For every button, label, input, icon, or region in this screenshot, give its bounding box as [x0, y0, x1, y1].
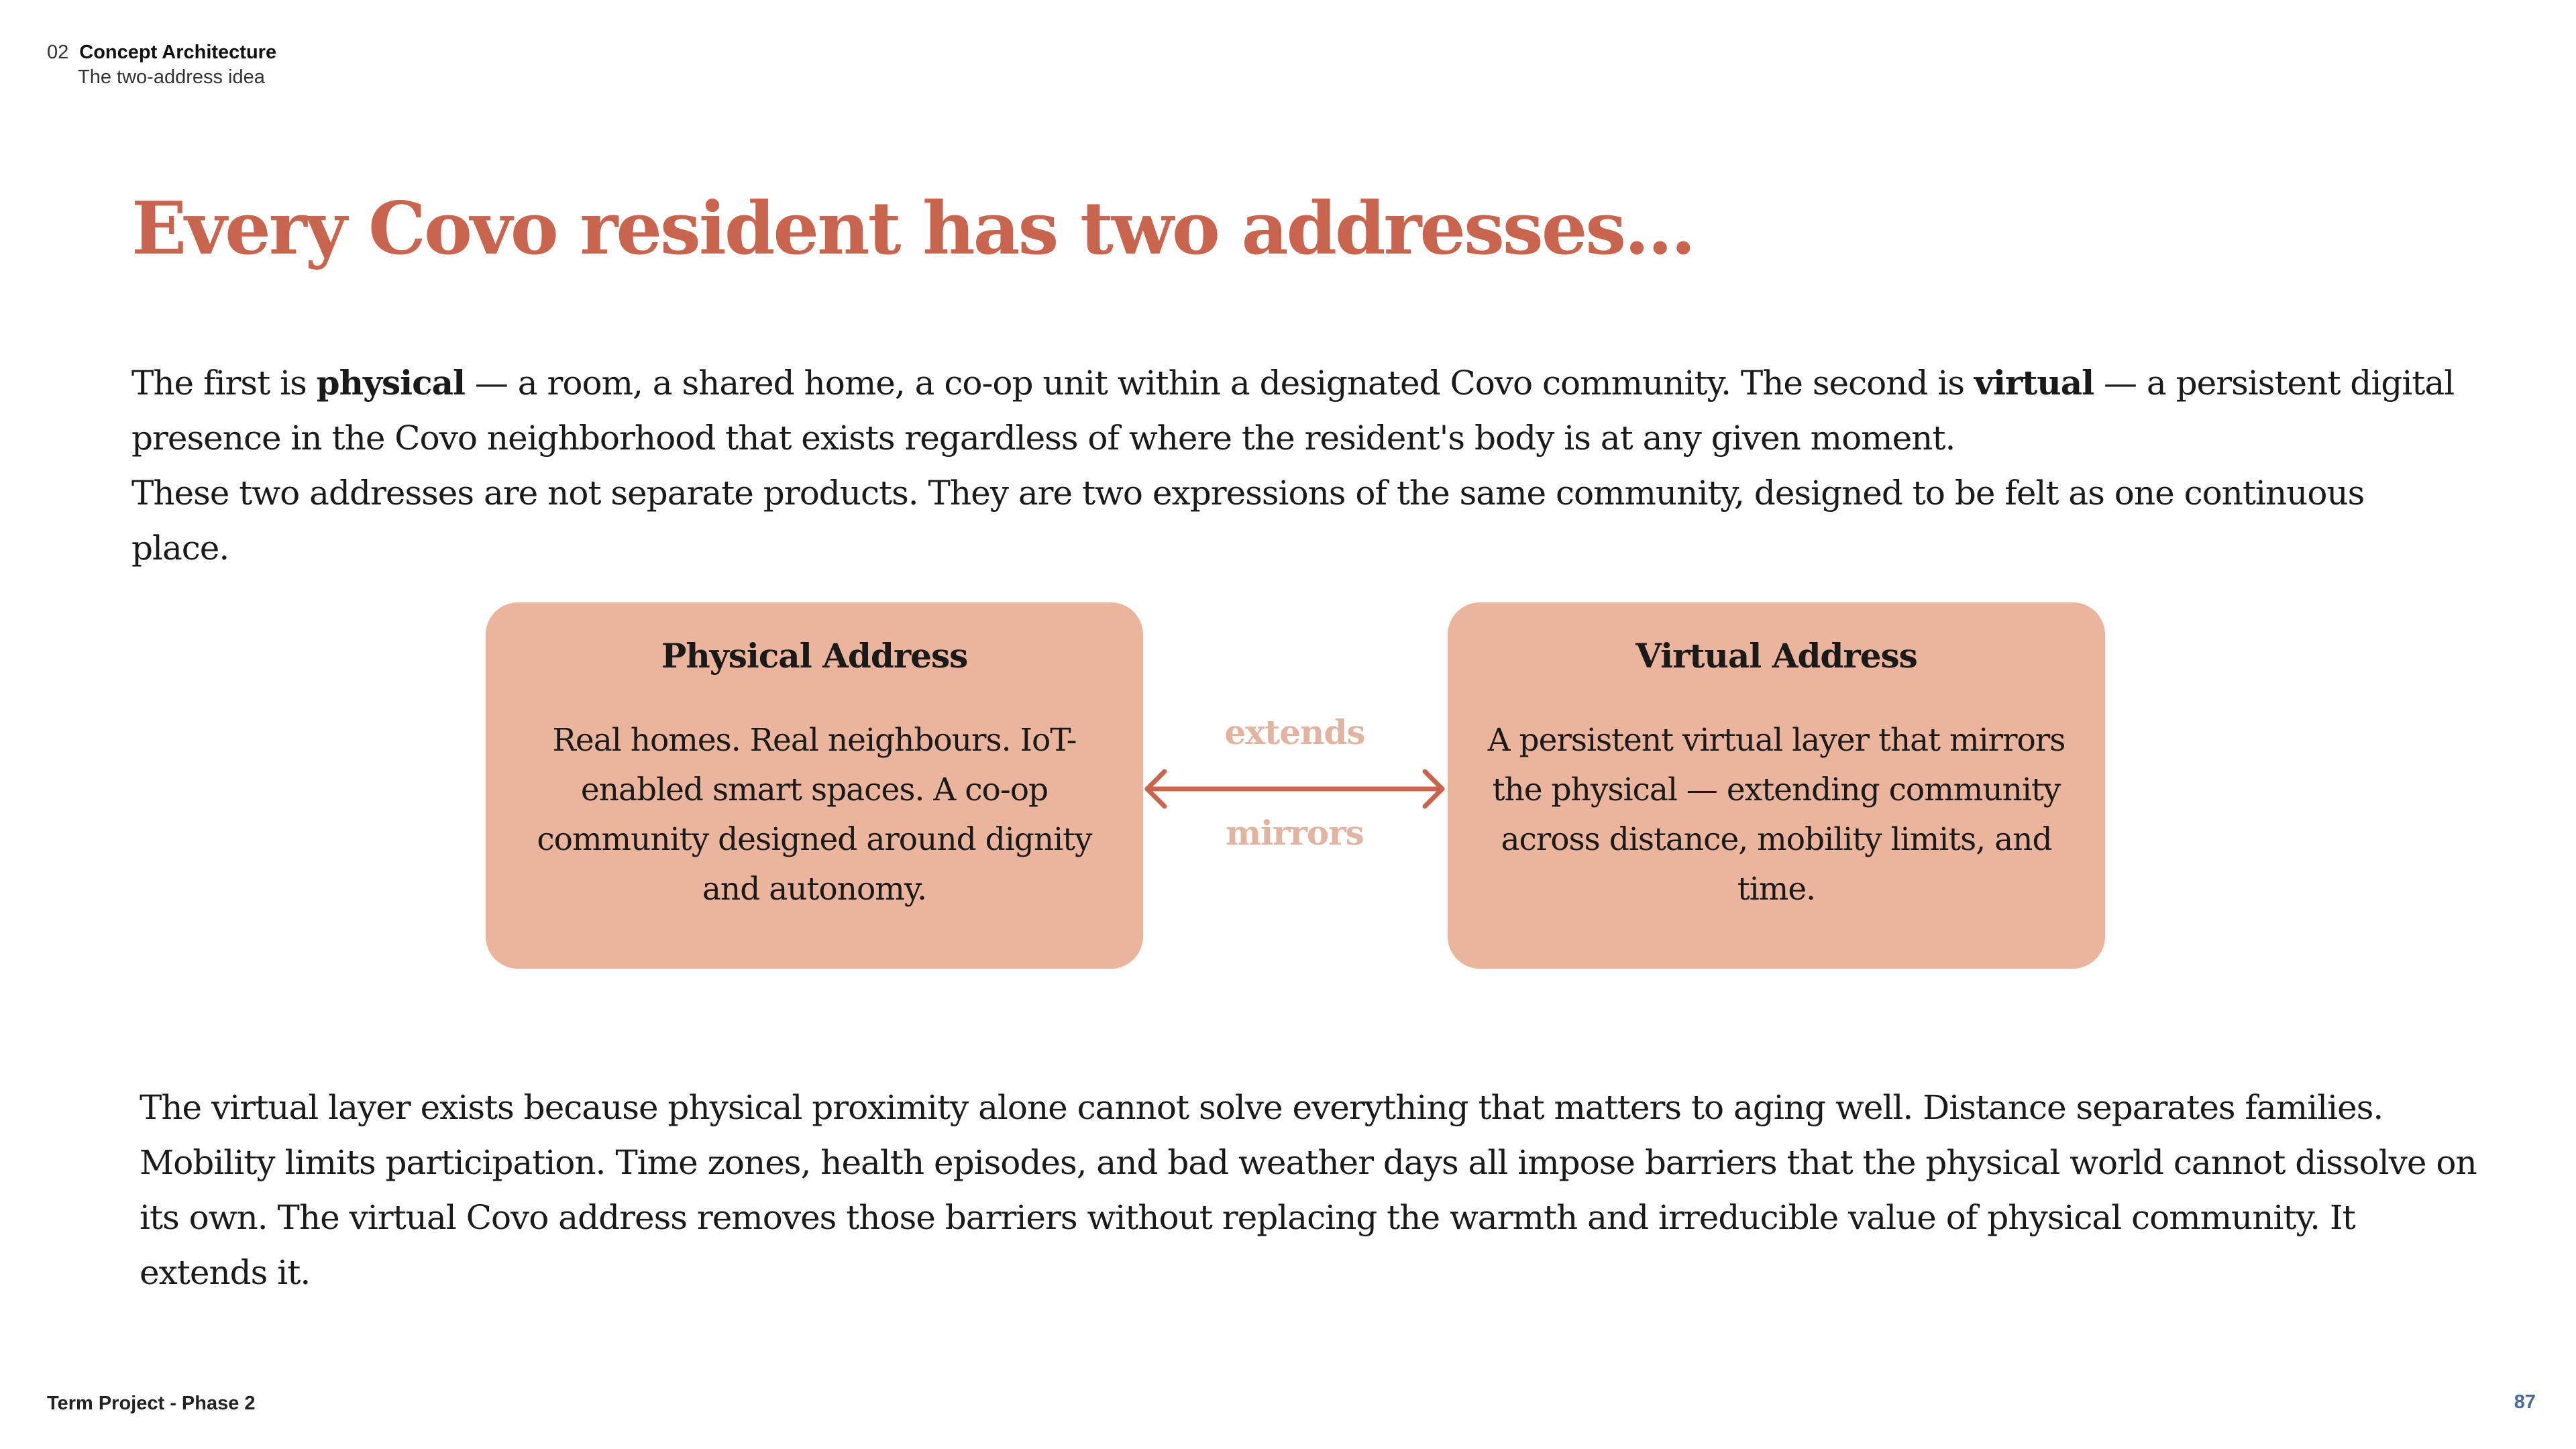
intro-paragraph-2: These two addresses are not separate products. They are two expressions of the same community, designed to be felt as one continuous place. [131, 474, 2365, 568]
intro-text-part: — a room, a shared home, a co-op unit within a designated Covo community. The second is [464, 364, 1974, 402]
physical-address-box [486, 602, 1143, 969]
connector-label-mirrors: mirrors [1226, 813, 1364, 853]
section-subtitle: The two-address idea [78, 66, 265, 88]
footer-project-label: Term Project - Phase 2 [47, 1393, 256, 1414]
closing-paragraph: The virtual layer exists because physical proximity alone cannot solve everything that matters to aging well. Distance separates families. Mobility limits participation. Time zones, health episodes, and bad weather days all impose barriers that the physical world cannot dissolve on its own. The virtual Covo address removes those barriers without replacing the warmth and irreducible value of physical community. It extends it. [140, 1088, 2477, 1292]
section-number: 02 [47, 42, 69, 63]
physical-address-body: Real homes. Real neighbours. IoT-enabled smart spaces. A co-op community designed around dignity and autonomy. [537, 722, 1092, 908]
intro-text-part: — a persistent digital presence in the Covo neighborhood that exists regardless of where the resident's body is at any given moment. [131, 364, 2455, 458]
intro-text-part: The first is [131, 364, 317, 402]
physical-address-title: Physical Address [661, 636, 968, 676]
virtual-address-title: Virtual Address [1635, 636, 1917, 676]
virtual-address-body: A persistent virtual layer that mirrors the physical — extending community across distance, mobility limits, and time. [1487, 722, 2065, 908]
section-title: Concept Architecture [79, 42, 277, 63]
page-number: 87 [2514, 1391, 2536, 1413]
section-header [47, 42, 276, 89]
intro-text [131, 356, 2459, 576]
intro-bold-virtual: virtual [1974, 363, 2094, 402]
intro-bold-physical: physical [316, 363, 465, 402]
virtual-address-box [1448, 602, 2105, 969]
intro-paragraph-1 [131, 356, 2459, 466]
connector-label-extends: extends [1224, 712, 1365, 752]
page-title: Every Covo resident has two addresses... [131, 186, 1695, 271]
